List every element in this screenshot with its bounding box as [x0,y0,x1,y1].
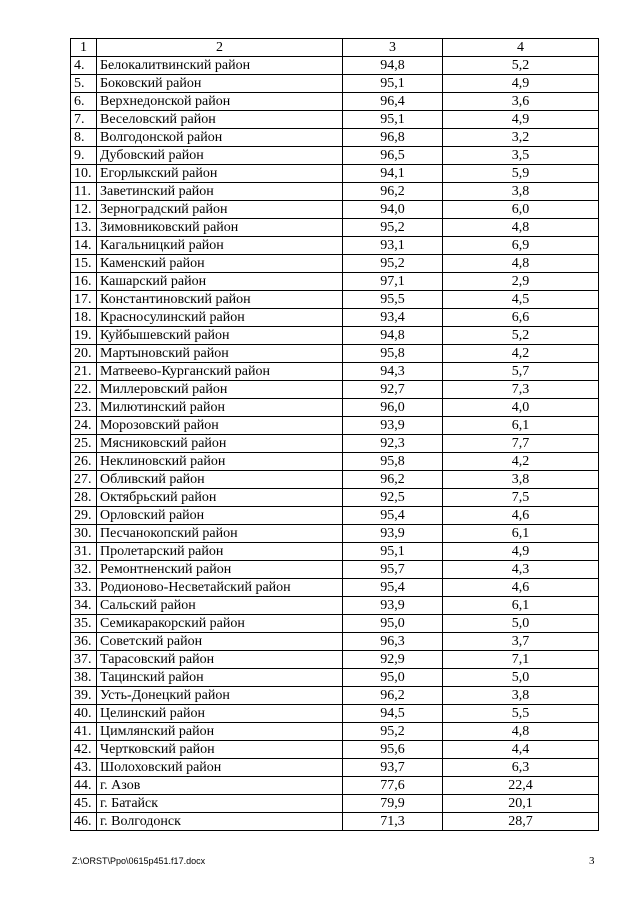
table-row [71,489,599,507]
value-col-4: 28,7 [443,813,599,831]
row-number: 24. [71,417,97,435]
value-col-4: 4,8 [443,219,599,237]
district-name: Тацинский район [97,669,343,687]
table-row [71,237,599,255]
value-col-3: 95,5 [343,291,443,309]
district-name: Семикаракорский район [97,615,343,633]
footer-file-path: Z:\ORST\Ppo\0615p451.f17.docx [72,856,206,866]
value-col-4: 4,2 [443,453,599,471]
district-name: Кагальницкий район [97,237,343,255]
table-row [71,57,599,75]
value-col-4: 2,9 [443,273,599,291]
value-col-3: 95,4 [343,507,443,525]
value-col-4: 5,2 [443,327,599,345]
value-col-4: 4,9 [443,75,599,93]
district-name: Заветинский район [97,183,343,201]
value-col-3: 94,8 [343,327,443,345]
table-row [71,309,599,327]
table-row [71,543,599,561]
district-name: Сальский район [97,597,343,615]
header-cell-2: 2 [97,39,343,57]
district-name: Пролетарский район [97,543,343,561]
value-col-4: 7,7 [443,435,599,453]
district-name: Верхнедонской район [97,93,343,111]
value-col-3: 94,3 [343,363,443,381]
district-name: Неклиновский район [97,453,343,471]
table-row [71,597,599,615]
district-name: Зерноградский район [97,201,343,219]
row-number: 9. [71,147,97,165]
district-name: г. Азов [97,777,343,795]
table-row [71,633,599,651]
row-number: 5. [71,75,97,93]
row-number: 45. [71,795,97,813]
table-row [71,813,599,831]
header-cell-1: 1 [71,39,97,57]
value-col-4: 4,8 [443,255,599,273]
value-col-4: 3,8 [443,471,599,489]
value-col-4: 22,4 [443,777,599,795]
value-col-4: 6,1 [443,525,599,543]
district-name: Октябрьский район [97,489,343,507]
value-col-4: 5,2 [443,57,599,75]
value-col-4: 5,0 [443,615,599,633]
value-col-3: 93,4 [343,309,443,327]
value-col-4: 5,5 [443,705,599,723]
value-col-3: 95,0 [343,669,443,687]
table-row [71,471,599,489]
row-number: 33. [71,579,97,597]
value-col-4: 7,1 [443,651,599,669]
table-row [71,129,599,147]
value-col-4: 6,1 [443,597,599,615]
district-name: г. Волгодонск [97,813,343,831]
value-col-4: 6,1 [443,417,599,435]
district-name: Родионово-Несветайский район [97,579,343,597]
value-col-4: 6,9 [443,237,599,255]
table-row [71,219,599,237]
value-col-4: 4,9 [443,543,599,561]
row-number: 39. [71,687,97,705]
table-row [71,705,599,723]
value-col-4: 4,4 [443,741,599,759]
value-col-3: 96,2 [343,471,443,489]
district-name: Обливский район [97,471,343,489]
district-name: Орловский район [97,507,343,525]
value-col-3: 96,8 [343,129,443,147]
table-row [71,795,599,813]
value-col-3: 71,3 [343,813,443,831]
district-name: Белокалитвинский район [97,57,343,75]
row-number: 30. [71,525,97,543]
district-name: Константиновский район [97,291,343,309]
value-col-3: 96,5 [343,147,443,165]
table-row [71,183,599,201]
table-row [71,111,599,129]
footer-page-number: 3 [589,855,595,867]
district-name: Мартыновский район [97,345,343,363]
row-number: 41. [71,723,97,741]
row-number: 31. [71,543,97,561]
value-col-3: 93,9 [343,597,443,615]
value-col-4: 6,6 [443,309,599,327]
value-col-4: 20,1 [443,795,599,813]
value-col-3: 94,0 [343,201,443,219]
row-number: 32. [71,561,97,579]
table-row [71,579,599,597]
row-number: 38. [71,669,97,687]
header-cell-4: 4 [443,39,599,57]
header-cell-3: 3 [343,39,443,57]
district-name: Шолоховский район [97,759,343,777]
district-name: Милютинский район [97,399,343,417]
value-col-3: 77,6 [343,777,443,795]
value-col-3: 95,1 [343,543,443,561]
row-number: 13. [71,219,97,237]
value-col-3: 95,6 [343,741,443,759]
value-col-3: 95,8 [343,345,443,363]
row-number: 36. [71,633,97,651]
row-number: 25. [71,435,97,453]
district-name: Кашарский район [97,273,343,291]
value-col-4: 4,9 [443,111,599,129]
district-name: Морозовский район [97,417,343,435]
table-row [71,723,599,741]
value-col-4: 6,0 [443,201,599,219]
row-number: 11. [71,183,97,201]
value-col-3: 96,2 [343,183,443,201]
table-row [71,561,599,579]
value-col-3: 94,5 [343,705,443,723]
district-name: Каменский район [97,255,343,273]
value-col-4: 3,5 [443,147,599,165]
value-col-3: 97,1 [343,273,443,291]
row-number: 46. [71,813,97,831]
value-col-3: 93,1 [343,237,443,255]
data-table [70,38,599,831]
value-col-4: 7,3 [443,381,599,399]
table-row [71,741,599,759]
table-row [71,345,599,363]
district-name: Целинский район [97,705,343,723]
value-col-4: 3,7 [443,633,599,651]
table-row [71,507,599,525]
value-col-3: 93,7 [343,759,443,777]
row-number: 44. [71,777,97,795]
row-number: 8. [71,129,97,147]
district-name: Миллеровский район [97,381,343,399]
value-col-4: 4,5 [443,291,599,309]
value-col-3: 95,2 [343,255,443,273]
table-row [71,327,599,345]
value-col-4: 5,7 [443,363,599,381]
value-col-4: 4,2 [443,345,599,363]
district-name: Советский район [97,633,343,651]
district-name: Зимовниковский район [97,219,343,237]
value-col-3: 79,9 [343,795,443,813]
district-name: Веселовский район [97,111,343,129]
district-name: Боковский район [97,75,343,93]
value-col-3: 92,3 [343,435,443,453]
value-col-3: 94,1 [343,165,443,183]
value-col-4: 7,5 [443,489,599,507]
row-number: 15. [71,255,97,273]
value-col-3: 92,5 [343,489,443,507]
row-number: 37. [71,651,97,669]
row-number: 18. [71,309,97,327]
value-col-3: 96,2 [343,687,443,705]
district-name: Песчанокопский район [97,525,343,543]
row-number: 19. [71,327,97,345]
table-row [71,777,599,795]
table-row [71,165,599,183]
row-number: 10. [71,165,97,183]
value-col-3: 95,4 [343,579,443,597]
value-col-3: 95,1 [343,75,443,93]
row-number: 16. [71,273,97,291]
value-col-4: 4,8 [443,723,599,741]
value-col-3: 96,3 [343,633,443,651]
row-number: 27. [71,471,97,489]
table-row [71,75,599,93]
district-name: Красносулинский район [97,309,343,327]
table-row [71,651,599,669]
row-number: 40. [71,705,97,723]
value-col-3: 94,8 [343,57,443,75]
value-col-3: 96,4 [343,93,443,111]
table-row [71,273,599,291]
table-header-row [71,39,599,57]
table-row [71,399,599,417]
table-row [71,201,599,219]
row-number: 26. [71,453,97,471]
value-col-4: 4,6 [443,579,599,597]
table-row [71,453,599,471]
district-name: Егорлыкский район [97,165,343,183]
district-name: Тарасовский район [97,651,343,669]
table-row [71,687,599,705]
table-row [71,255,599,273]
row-number: 42. [71,741,97,759]
value-col-4: 4,3 [443,561,599,579]
value-col-4: 4,6 [443,507,599,525]
district-name: Цимлянский район [97,723,343,741]
value-col-4: 3,6 [443,93,599,111]
table-row [71,93,599,111]
table-row [71,147,599,165]
row-number: 21. [71,363,97,381]
value-col-3: 95,2 [343,723,443,741]
district-name: г. Батайск [97,795,343,813]
value-col-4: 3,8 [443,687,599,705]
district-name: Куйбышевский район [97,327,343,345]
value-col-3: 92,9 [343,651,443,669]
table-row [71,759,599,777]
value-col-3: 95,8 [343,453,443,471]
table-row [71,417,599,435]
row-number: 17. [71,291,97,309]
value-col-4: 3,2 [443,129,599,147]
row-number: 12. [71,201,97,219]
district-name: Чертковский район [97,741,343,759]
district-name: Ремонтненский район [97,561,343,579]
row-number: 7. [71,111,97,129]
row-number: 6. [71,93,97,111]
district-name: Мясниковский район [97,435,343,453]
value-col-4: 4,0 [443,399,599,417]
table-row [71,435,599,453]
value-col-4: 3,8 [443,183,599,201]
row-number: 14. [71,237,97,255]
value-col-3: 93,9 [343,417,443,435]
row-number: 20. [71,345,97,363]
district-name: Волгодонской район [97,129,343,147]
value-col-4: 5,9 [443,165,599,183]
table-row [71,669,599,687]
row-number: 29. [71,507,97,525]
row-number: 4. [71,57,97,75]
table-row [71,291,599,309]
row-number: 22. [71,381,97,399]
table-row [71,615,599,633]
district-name: Матвеево-Курганский район [97,363,343,381]
row-number: 43. [71,759,97,777]
value-col-3: 95,0 [343,615,443,633]
value-col-3: 93,9 [343,525,443,543]
value-col-3: 95,7 [343,561,443,579]
value-col-4: 6,3 [443,759,599,777]
value-col-3: 96,0 [343,399,443,417]
district-name: Дубовский район [97,147,343,165]
table-row [71,381,599,399]
value-col-3: 95,1 [343,111,443,129]
row-number: 28. [71,489,97,507]
table-row [71,525,599,543]
row-number: 35. [71,615,97,633]
value-col-3: 95,2 [343,219,443,237]
value-col-3: 92,7 [343,381,443,399]
row-number: 34. [71,597,97,615]
value-col-4: 5,0 [443,669,599,687]
row-number: 23. [71,399,97,417]
district-name: Усть-Донецкий район [97,687,343,705]
table-row [71,363,599,381]
